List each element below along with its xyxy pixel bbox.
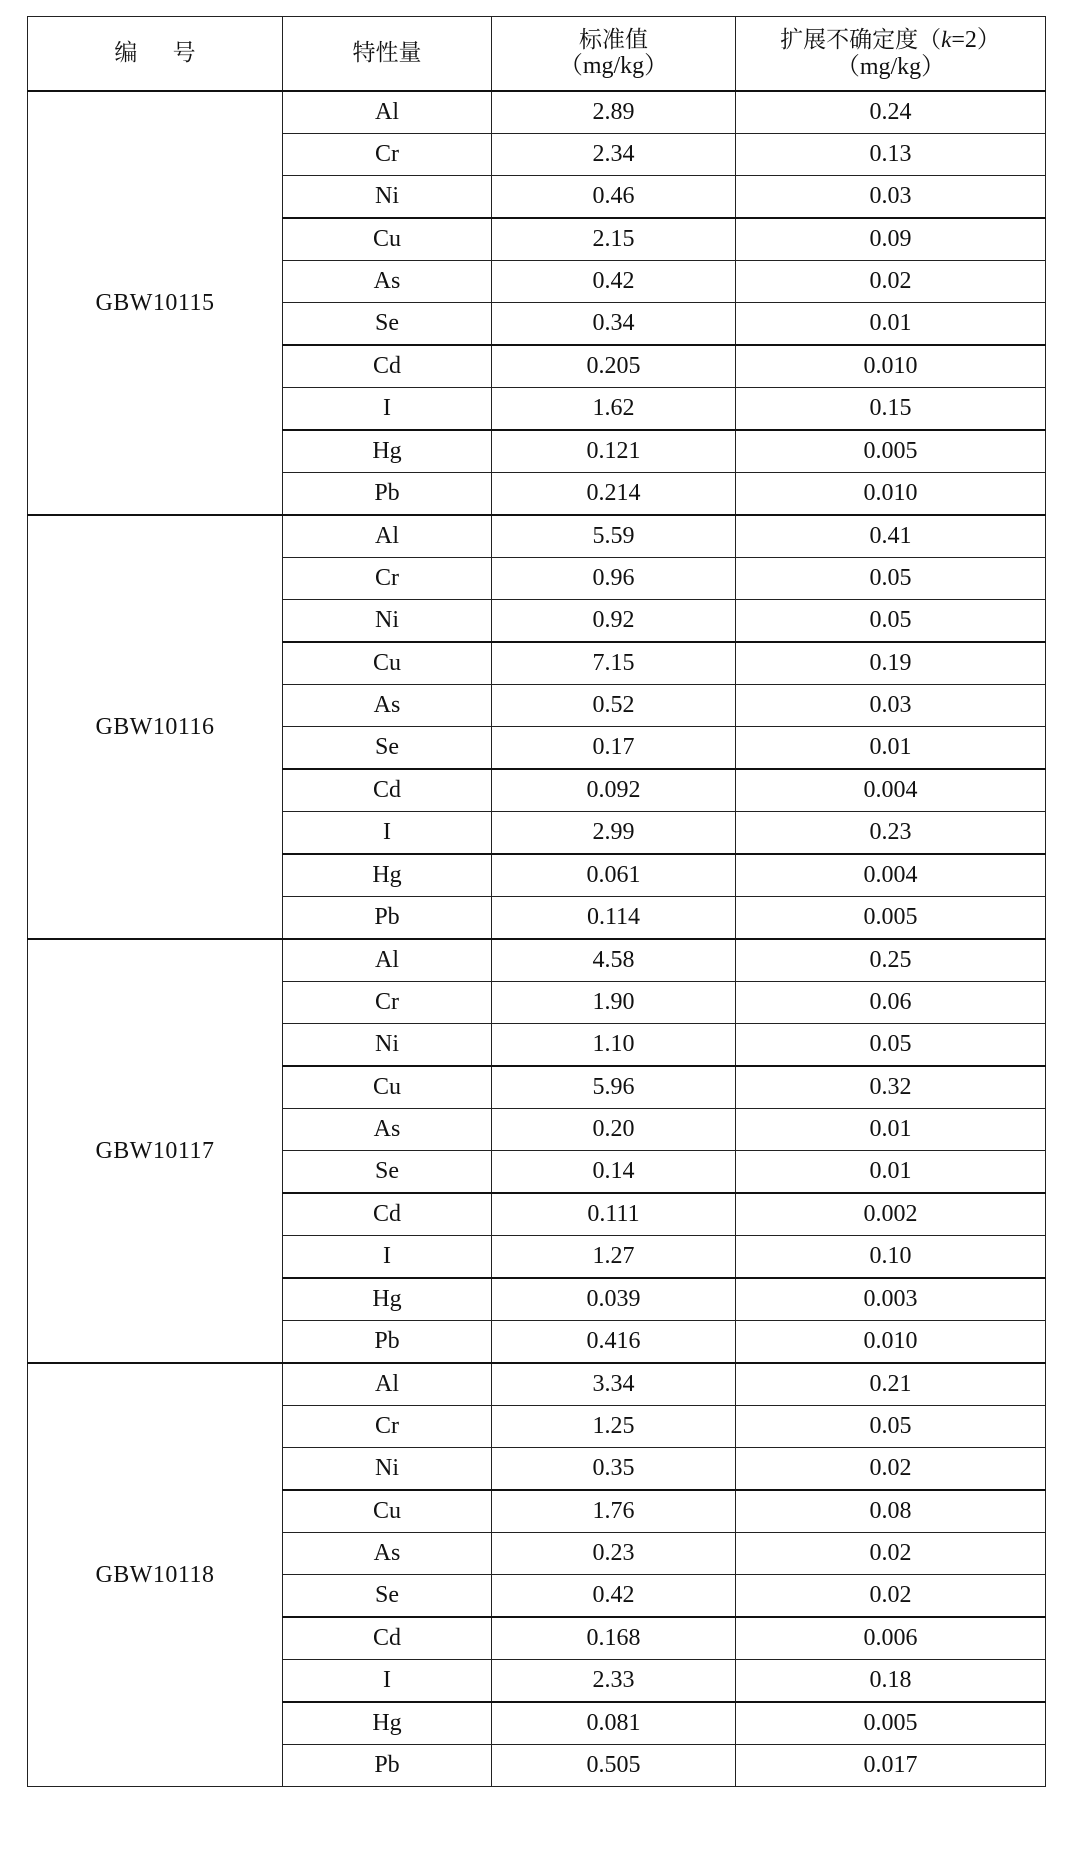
table-row bbox=[28, 515, 1046, 558]
uncertainty-cell: 0.004 bbox=[736, 854, 1046, 897]
uncertainty-cell: 0.02 bbox=[736, 1533, 1046, 1575]
uncertainty-cell: 0.03 bbox=[736, 176, 1046, 219]
uncertainty-cell: 0.003 bbox=[736, 1278, 1046, 1321]
reference-materials-table bbox=[27, 16, 1046, 1787]
element-cell: Cu bbox=[283, 218, 492, 261]
uncertainty-cell: 0.13 bbox=[736, 134, 1046, 176]
element-cell: As bbox=[283, 261, 492, 303]
table-header bbox=[28, 17, 1046, 92]
element-cell: I bbox=[283, 1236, 492, 1279]
element-cell: As bbox=[283, 1533, 492, 1575]
header-code-label: 编 号 bbox=[114, 39, 196, 66]
element-cell: I bbox=[283, 812, 492, 855]
uncertainty-cell: 0.01 bbox=[736, 727, 1046, 770]
uncertainty-cell: 0.25 bbox=[736, 939, 1046, 982]
element-cell: Cd bbox=[283, 1193, 492, 1236]
element-cell: Cd bbox=[283, 769, 492, 812]
uncertainty-cell: 0.02 bbox=[736, 1448, 1046, 1491]
element-cell: Se bbox=[283, 727, 492, 770]
certified-value-cell: 1.10 bbox=[492, 1024, 736, 1067]
header-expanded-uncertainty bbox=[736, 17, 1046, 92]
uncertainty-cell: 0.41 bbox=[736, 515, 1046, 558]
certified-value-cell: 0.42 bbox=[492, 1575, 736, 1618]
uncertainty-cell: 0.06 bbox=[736, 982, 1046, 1024]
uncertainty-cell: 0.09 bbox=[736, 218, 1046, 261]
certified-value-cell: 0.168 bbox=[492, 1617, 736, 1660]
element-cell: Hg bbox=[283, 854, 492, 897]
certified-value-cell: 1.76 bbox=[492, 1490, 736, 1533]
uncertainty-cell: 0.01 bbox=[736, 1151, 1046, 1194]
element-cell: Al bbox=[283, 91, 492, 134]
certified-value-cell: 5.59 bbox=[492, 515, 736, 558]
header-uncertainty-unit: （mg/kg） bbox=[835, 53, 946, 80]
element-cell: Hg bbox=[283, 1278, 492, 1321]
uncertainty-cell: 0.05 bbox=[736, 1406, 1046, 1448]
table-body bbox=[28, 91, 1046, 1787]
certified-value-cell: 2.33 bbox=[492, 1660, 736, 1703]
header-certified-value bbox=[492, 17, 736, 92]
uncertainty-cell: 0.017 bbox=[736, 1745, 1046, 1787]
element-cell: Pb bbox=[283, 473, 492, 516]
element-cell: Pb bbox=[283, 1321, 492, 1364]
uncertainty-cell: 0.32 bbox=[736, 1066, 1046, 1109]
header-uncertainty-k: k bbox=[941, 27, 952, 53]
certified-value-cell: 0.505 bbox=[492, 1745, 736, 1787]
certified-value-cell: 0.92 bbox=[492, 600, 736, 643]
certified-value-cell: 1.27 bbox=[492, 1236, 736, 1279]
element-cell: Cu bbox=[283, 1490, 492, 1533]
certified-value-cell: 0.96 bbox=[492, 558, 736, 600]
element-cell: I bbox=[283, 388, 492, 431]
uncertainty-cell: 0.05 bbox=[736, 1024, 1046, 1067]
header-uncertainty-label bbox=[736, 27, 1045, 53]
element-cell: Hg bbox=[283, 1702, 492, 1745]
element-cell: Cd bbox=[283, 345, 492, 388]
element-cell: As bbox=[283, 685, 492, 727]
header-row bbox=[28, 17, 1046, 92]
uncertainty-cell: 0.18 bbox=[736, 1660, 1046, 1703]
header-uncertainty-prefix: 扩展不确定度（ bbox=[780, 27, 942, 54]
element-cell: Pb bbox=[283, 1745, 492, 1787]
material-code: GBW10118 bbox=[28, 1363, 283, 1787]
uncertainty-cell: 0.05 bbox=[736, 558, 1046, 600]
certified-value-cell: 1.90 bbox=[492, 982, 736, 1024]
certified-value-cell: 2.15 bbox=[492, 218, 736, 261]
uncertainty-cell: 0.02 bbox=[736, 261, 1046, 303]
element-cell: Cr bbox=[283, 1406, 492, 1448]
uncertainty-cell: 0.004 bbox=[736, 769, 1046, 812]
element-cell: I bbox=[283, 1660, 492, 1703]
certified-value-cell: 0.121 bbox=[492, 430, 736, 473]
element-cell: Cd bbox=[283, 1617, 492, 1660]
uncertainty-cell: 0.010 bbox=[736, 473, 1046, 516]
header-certified-value-label: 标准值 bbox=[579, 26, 648, 53]
certified-value-cell: 2.99 bbox=[492, 812, 736, 855]
uncertainty-cell: 0.01 bbox=[736, 1109, 1046, 1151]
element-cell: Cu bbox=[283, 642, 492, 685]
certified-value-cell: 0.039 bbox=[492, 1278, 736, 1321]
certified-value-cell: 0.092 bbox=[492, 769, 736, 812]
certified-value-cell: 0.114 bbox=[492, 897, 736, 940]
certified-value-cell: 1.62 bbox=[492, 388, 736, 431]
certified-value-cell: 7.15 bbox=[492, 642, 736, 685]
element-cell: Se bbox=[283, 1575, 492, 1618]
certified-value-cell: 0.061 bbox=[492, 854, 736, 897]
uncertainty-cell: 0.23 bbox=[736, 812, 1046, 855]
element-cell: Pb bbox=[283, 897, 492, 940]
certified-value-cell: 0.34 bbox=[492, 303, 736, 346]
element-cell: Ni bbox=[283, 600, 492, 643]
uncertainty-cell: 0.24 bbox=[736, 91, 1046, 134]
certified-value-cell: 2.89 bbox=[492, 91, 736, 134]
uncertainty-cell: 0.006 bbox=[736, 1617, 1046, 1660]
uncertainty-cell: 0.01 bbox=[736, 303, 1046, 346]
certified-value-cell: 0.081 bbox=[492, 1702, 736, 1745]
uncertainty-cell: 0.10 bbox=[736, 1236, 1046, 1279]
uncertainty-cell: 0.03 bbox=[736, 685, 1046, 727]
element-cell: Cr bbox=[283, 982, 492, 1024]
element-cell: Ni bbox=[283, 176, 492, 219]
element-cell: Al bbox=[283, 939, 492, 982]
element-cell: As bbox=[283, 1109, 492, 1151]
uncertainty-cell: 0.15 bbox=[736, 388, 1046, 431]
uncertainty-cell: 0.05 bbox=[736, 600, 1046, 643]
uncertainty-cell: 0.08 bbox=[736, 1490, 1046, 1533]
certified-value-cell: 0.23 bbox=[492, 1533, 736, 1575]
header-certified-value-unit: （mg/kg） bbox=[558, 52, 669, 79]
element-cell: Al bbox=[283, 515, 492, 558]
certified-value-cell: 0.20 bbox=[492, 1109, 736, 1151]
material-code: GBW10116 bbox=[28, 515, 283, 939]
element-cell: Ni bbox=[283, 1448, 492, 1491]
certified-value-cell: 1.25 bbox=[492, 1406, 736, 1448]
uncertainty-cell: 0.19 bbox=[736, 642, 1046, 685]
element-cell: Cu bbox=[283, 1066, 492, 1109]
certified-value-cell: 0.416 bbox=[492, 1321, 736, 1364]
certified-value-cell: 4.58 bbox=[492, 939, 736, 982]
header-uncertainty-suffix: =2） bbox=[951, 27, 1001, 54]
certified-value-cell: 0.214 bbox=[492, 473, 736, 516]
uncertainty-cell: 0.21 bbox=[736, 1363, 1046, 1406]
element-cell: Se bbox=[283, 1151, 492, 1194]
table-row bbox=[28, 939, 1046, 982]
certified-value-cell: 0.35 bbox=[492, 1448, 736, 1491]
certified-value-cell: 0.14 bbox=[492, 1151, 736, 1194]
uncertainty-cell: 0.002 bbox=[736, 1193, 1046, 1236]
element-cell: Cr bbox=[283, 558, 492, 600]
certified-value-cell: 0.17 bbox=[492, 727, 736, 770]
uncertainty-cell: 0.010 bbox=[736, 1321, 1046, 1364]
material-code: GBW10115 bbox=[28, 91, 283, 515]
element-cell: Cr bbox=[283, 134, 492, 176]
element-cell: Se bbox=[283, 303, 492, 346]
material-code: GBW10117 bbox=[28, 939, 283, 1363]
uncertainty-cell: 0.005 bbox=[736, 897, 1046, 940]
certified-value-cell: 5.96 bbox=[492, 1066, 736, 1109]
header-property bbox=[283, 17, 492, 92]
certified-value-cell: 0.205 bbox=[492, 345, 736, 388]
certified-value-cell: 0.111 bbox=[492, 1193, 736, 1236]
certified-value-cell: 2.34 bbox=[492, 134, 736, 176]
certified-value-cell: 3.34 bbox=[492, 1363, 736, 1406]
table-row bbox=[28, 1363, 1046, 1406]
header-property-label: 特性量 bbox=[352, 39, 422, 66]
uncertainty-cell: 0.005 bbox=[736, 430, 1046, 473]
uncertainty-cell: 0.02 bbox=[736, 1575, 1046, 1618]
table-row bbox=[28, 91, 1046, 134]
certified-value-cell: 0.42 bbox=[492, 261, 736, 303]
element-cell: Hg bbox=[283, 430, 492, 473]
uncertainty-cell: 0.010 bbox=[736, 345, 1046, 388]
certified-value-cell: 0.46 bbox=[492, 176, 736, 219]
element-cell: Ni bbox=[283, 1024, 492, 1067]
uncertainty-cell: 0.005 bbox=[736, 1702, 1046, 1745]
certified-value-cell: 0.52 bbox=[492, 685, 736, 727]
element-cell: Al bbox=[283, 1363, 492, 1406]
header-code bbox=[28, 17, 283, 92]
